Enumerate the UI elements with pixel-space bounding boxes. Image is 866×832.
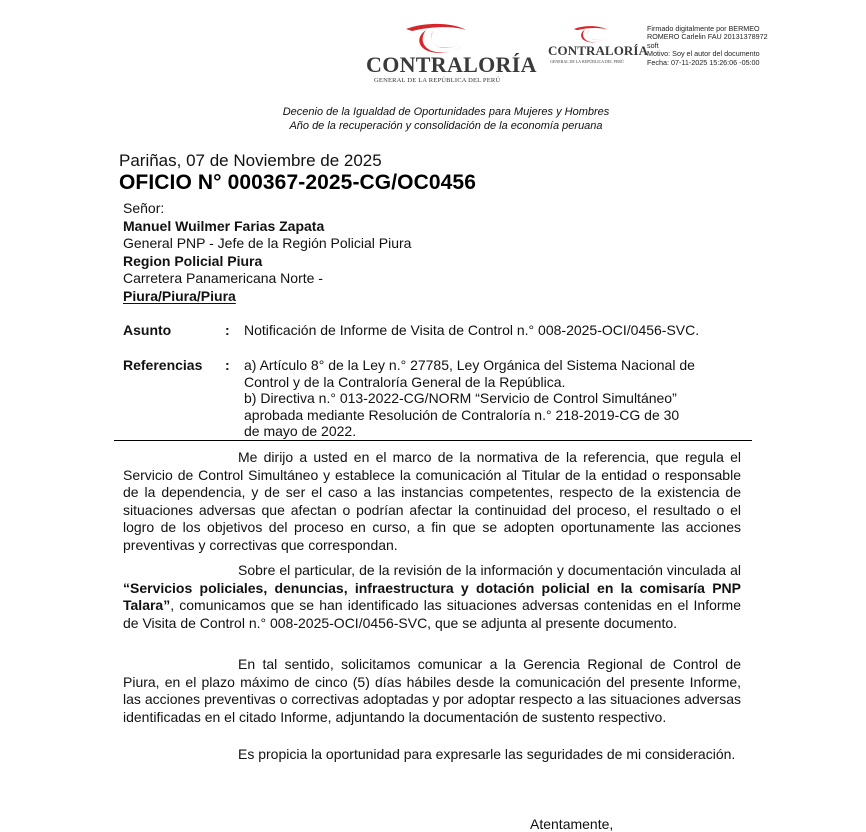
- place-date: Pariñas, 07 de Noviembre de 2025: [119, 151, 382, 170]
- signature-line: ROMERO Carlelin FAU 20131378972: [647, 32, 768, 42]
- signature-line: Firmado digitalmente por BERMEO: [647, 24, 760, 33]
- signature-line: Motivo: Soy el autor del documento: [647, 49, 760, 59]
- signature-line: Fecha: 07-11-2025 15:26:06 -05:00: [647, 57, 760, 67]
- paragraph-4: [123, 746, 741, 764]
- decenio-line: Decenio de la Igualdad de Oportunidades para Mujeres y Hombres: [282, 106, 610, 118]
- referencia-line: aprobada mediante Resolución de Contraloría n.° 218-2019-CG de 30: [244, 406, 680, 423]
- signature-line: soft: [647, 40, 659, 50]
- paragraph-2-rest: , comunicamos que se han identificado las situaciones adversas contenidas en el Informe de Visita de Control n.° 008-2025-OCI/0456-SVC, que se adjunta al presente documento.: [123, 597, 741, 631]
- paragraph-2-project-title: “Servicios policiales, denuncias, infraestructura y dotación policial en la comisaría PNP Talara”: [123, 579, 741, 613]
- asunto-value: [244, 322, 744, 339]
- signature-logo-subtitle: GENERAL DE LA REPÚBLICA DEL PERÚ: [550, 59, 624, 64]
- contraloria-swoosh-icon: [404, 20, 470, 56]
- paragraph-1-text: Me dirijo a usted en el marco de la normativa de la referencia, que regula el Servicio de Control Simultáneo y establece la comunicación al Titular de la entidad o responsable de la dependencia, y de ser el caso a las instancias competentes, respecto de la existencia de situaciones adversas que afectan o podrían afectar la continuidad del proceso, el resultado o el logro de los objetivos del proceso en curso, a fin que se adopten oportunamente las acciones preventivas y correctivas que correspondan.: [123, 449, 741, 553]
- referencia-line: a) Artículo 8° de la Ley n.° 27785, Ley Orgánica del Sistema Nacional de: [244, 357, 695, 373]
- referencias-colon: :: [225, 357, 230, 373]
- digital-signature-block: [647, 25, 782, 67]
- contraloria-swoosh-icon: [570, 24, 612, 44]
- signature-logo-wordmark: CONTRALORÍA: [548, 43, 649, 58]
- asunto-label: Asunto: [123, 322, 172, 338]
- referencia-line: b) Directiva n.° 013-2022-CG/NORM “Servicio de Control Simultáneo”: [244, 390, 677, 406]
- oficio-number: OFICIO N° 000367-2025-CG/OC0456: [119, 171, 476, 194]
- referencia-line: Control y de la Contraloría General de la República.: [244, 373, 566, 390]
- paragraph-2-text: [123, 562, 741, 632]
- paragraph-2-intro: Sobre el particular, de la revisión de la información y documentación vinculada al: [238, 562, 741, 578]
- salutation: Señor:: [123, 200, 165, 216]
- addressee-position: General PNP - Jefe de la Región Policial Piura: [123, 235, 412, 252]
- paragraph-2: [123, 562, 741, 632]
- logo-wordmark: CONTRALORÍA: [366, 52, 537, 77]
- asunto-text: Notificación de Informe de Visita de Control n.° 008-2025-OCI/0456-SVC.: [244, 322, 700, 338]
- signature-logo: [546, 24, 649, 68]
- addressee-location: Piura/Piura/Piura: [123, 287, 236, 304]
- closing: Atentamente,: [530, 816, 614, 832]
- addressee-name: Manuel Wuilmer Farias Zapata: [123, 217, 325, 234]
- logo-subtitle: GENERAL DE LA REPÚBLICA DEL PERÚ: [374, 77, 501, 84]
- decenio-header: [0, 105, 866, 133]
- paragraph-4-text: Es propicia la oportunidad para expresarle las seguridades de mi consideración.: [238, 746, 736, 762]
- paragraph-3-text: En tal sentido, solicitamos comunicar a la Gerencia Regional de Control de Piura, en el plazo máximo de cinco (5) días hábiles desde la comunicación del presente Informe, las acciones preventivas o correctivas adoptadas y por adoptar respecto a las situaciones adversas identificadas en el citado Informe, adjuntando la documentación de sustento respectivo.: [123, 656, 741, 725]
- addressee-entity: Region Policial Piura: [123, 252, 263, 269]
- paragraph-3: [123, 656, 741, 726]
- decenio-line: Año de la recuperación y consolidación de la economía peruana: [289, 120, 603, 132]
- addressee-address: Carretera Panamericana Norte -: [123, 270, 323, 287]
- addressee-block: [123, 200, 411, 306]
- contraloria-logo: [362, 20, 537, 86]
- referencia-line: de mayo de 2022.: [244, 423, 357, 439]
- header-divider: [114, 440, 752, 441]
- paragraph-1: [123, 449, 741, 554]
- referencias-label: Referencias: [123, 357, 203, 373]
- asunto-colon: :: [225, 322, 230, 338]
- referencias-value: [244, 357, 744, 440]
